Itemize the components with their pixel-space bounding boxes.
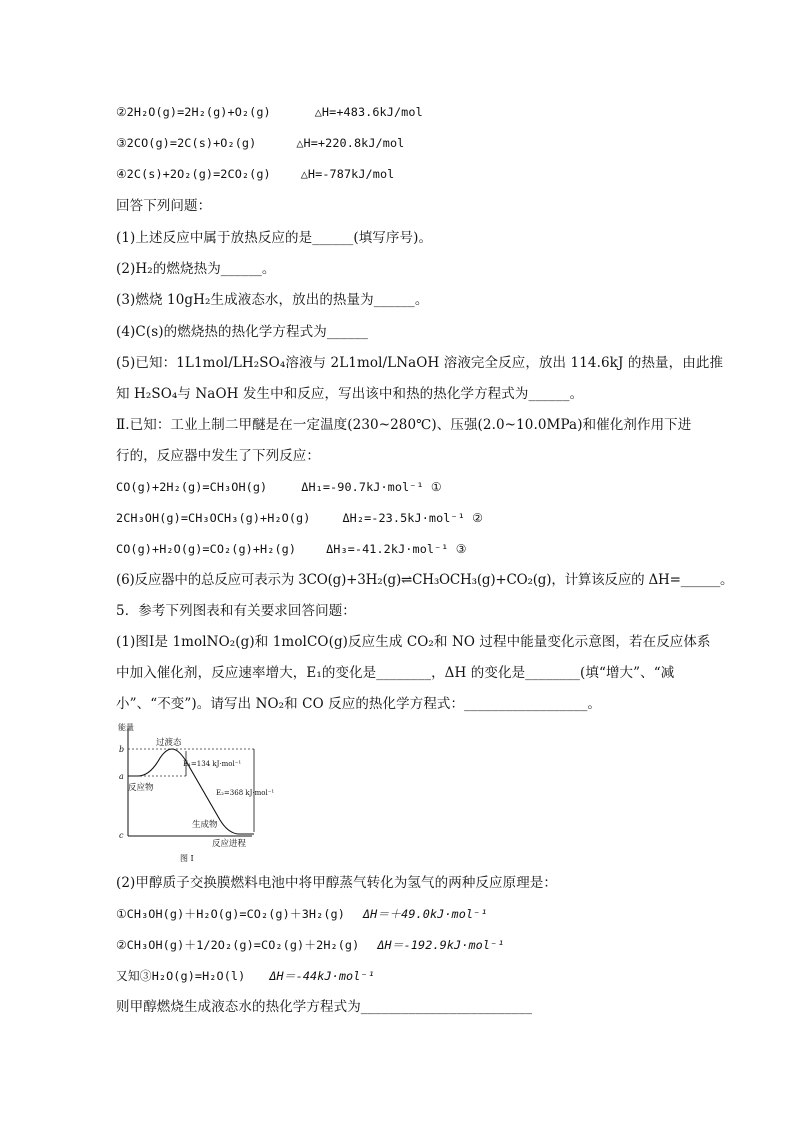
problem-5-q1-line-2: 中加入催化剂，反应速率增大，E₁的变化是________，ΔH 的变化是________(填“增大”、“减 xyxy=(116,665,675,681)
question-1: (1)上述反应中属于放热反应的是______(填写序号)。 xyxy=(116,230,433,246)
equation-4: ④2C(s)+2O₂(g)=2CO₂(g) △H=-787kJ/mol xyxy=(116,167,395,181)
reaction-2: 2CH₃OH(g)=CH₃OCH₃(g)+H₂O(g) ΔH₂=-23.5kJ·mol⁻¹ ② xyxy=(116,511,483,525)
problem-5-q1-line-3: 小”、“不变”)。请写出 NO₂和 CO 反应的热化学方程式：__________________。 xyxy=(116,696,602,712)
level-a-label: a xyxy=(119,772,124,781)
y-axis-label: 能量 xyxy=(118,723,134,732)
question-4: (4)C(s)的燃烧热的热化学方程式为______ xyxy=(116,324,368,340)
level-b-label: b xyxy=(119,745,125,754)
methanol-reaction-2: ②CH₃OH(g)＋1/2O₂(g)=CO₂(g)＋2H₂(g) ΔH＝-192.9kJ·mol⁻¹ xyxy=(116,938,505,952)
part-2-line-2: 行的，反应器中发生了下列反应： xyxy=(116,448,320,464)
transition-state-label: 过渡态 xyxy=(156,738,182,748)
reaction-3: CO(g)+H₂O(g)=CO₂(g)+H₂(g) ΔH₃=-41.2kJ·mol⁻¹ ③ xyxy=(116,542,467,556)
energy-diagram xyxy=(116,720,296,870)
reaction-1: CO(g)+2H₂(g)=CH₃OH(g) ΔH₁=-90.7kJ·mol⁻¹ ① xyxy=(116,480,442,494)
equation-3: ③2CO(g)=2C(s)+O₂(g) △H=+220.8kJ/mol xyxy=(116,136,405,150)
reactants-label: 反应物 xyxy=(128,783,154,793)
question-intro: 回答下列问题： xyxy=(116,198,212,214)
problem-5-title: 5．参考下列图表和有关要求回答问题： xyxy=(116,603,356,619)
equation-2: ②2H₂O(g)=2H₂(g)+O₂(g) △H=+483.6kJ/mol xyxy=(116,105,423,119)
question-5-line-2: 知 H₂SO₄与 NaOH 发生中和反应，写出该中和热的热化学方程式为______。 xyxy=(116,386,584,402)
level-c-label: c xyxy=(119,831,124,840)
problem-5-q1-line-1: (1)图Ⅰ是 1molNO₂(g)和 1molCO(g)反应生成 CO₂和 NO 过程中能量变化示意图，若在反应体系 xyxy=(116,634,711,650)
question-3: (3)燃烧 10gH₂生成液态水，放出的热量为______。 xyxy=(116,292,429,308)
final-question: 则甲醇燃烧生成液态水的热化学方程式为_________________________ xyxy=(116,999,533,1015)
question-2: (2)H₂的燃烧热为______。 xyxy=(116,261,276,277)
energy-diagram-svg xyxy=(116,720,296,870)
question-6: (6)反应器中的总反应可表示为 3CO(g)+3H₂(g)⇌CH₃OCH₃(g)+CO₂(g)，计算该反应的 ΔH=______。 xyxy=(116,572,734,588)
part-2-line-1: Ⅱ.已知：工业上制二甲醚是在一定温度(230~280℃)、压强(2.0~10.0MPa)和催化剂作用下进 xyxy=(116,417,692,433)
x-axis-label: 反应进程 xyxy=(212,839,247,849)
problem-5-q2: (2)甲醇质子交换膜燃料电池中将甲醇蒸气转化为氢气的两种反应原理是： xyxy=(116,875,558,891)
question-5-line-1: (5)已知：1L1mol/LH₂SO₄溶液与 2L1mol/LNaOH 溶液完全反应，放出 114.6kJ 的热量，由此推 xyxy=(116,355,724,371)
methanol-reaction-1: ①CH₃OH(g)＋H₂O(g)=CO₂(g)＋3H₂(g) ΔH＝＋49.0kJ·mol⁻¹ xyxy=(116,907,488,921)
products-label: 生成物 xyxy=(192,820,218,830)
diagram-caption: 图 Ⅰ xyxy=(180,854,194,863)
e1-label: E₁=134 kJ·mol⁻¹ xyxy=(183,760,242,768)
e2-label: E₂=368 kJ·mol⁻¹ xyxy=(216,789,275,797)
methanol-reaction-3: 又知③H₂O(g)=H₂O(l) ΔH＝-44kJ·mol⁻¹ xyxy=(116,969,375,983)
